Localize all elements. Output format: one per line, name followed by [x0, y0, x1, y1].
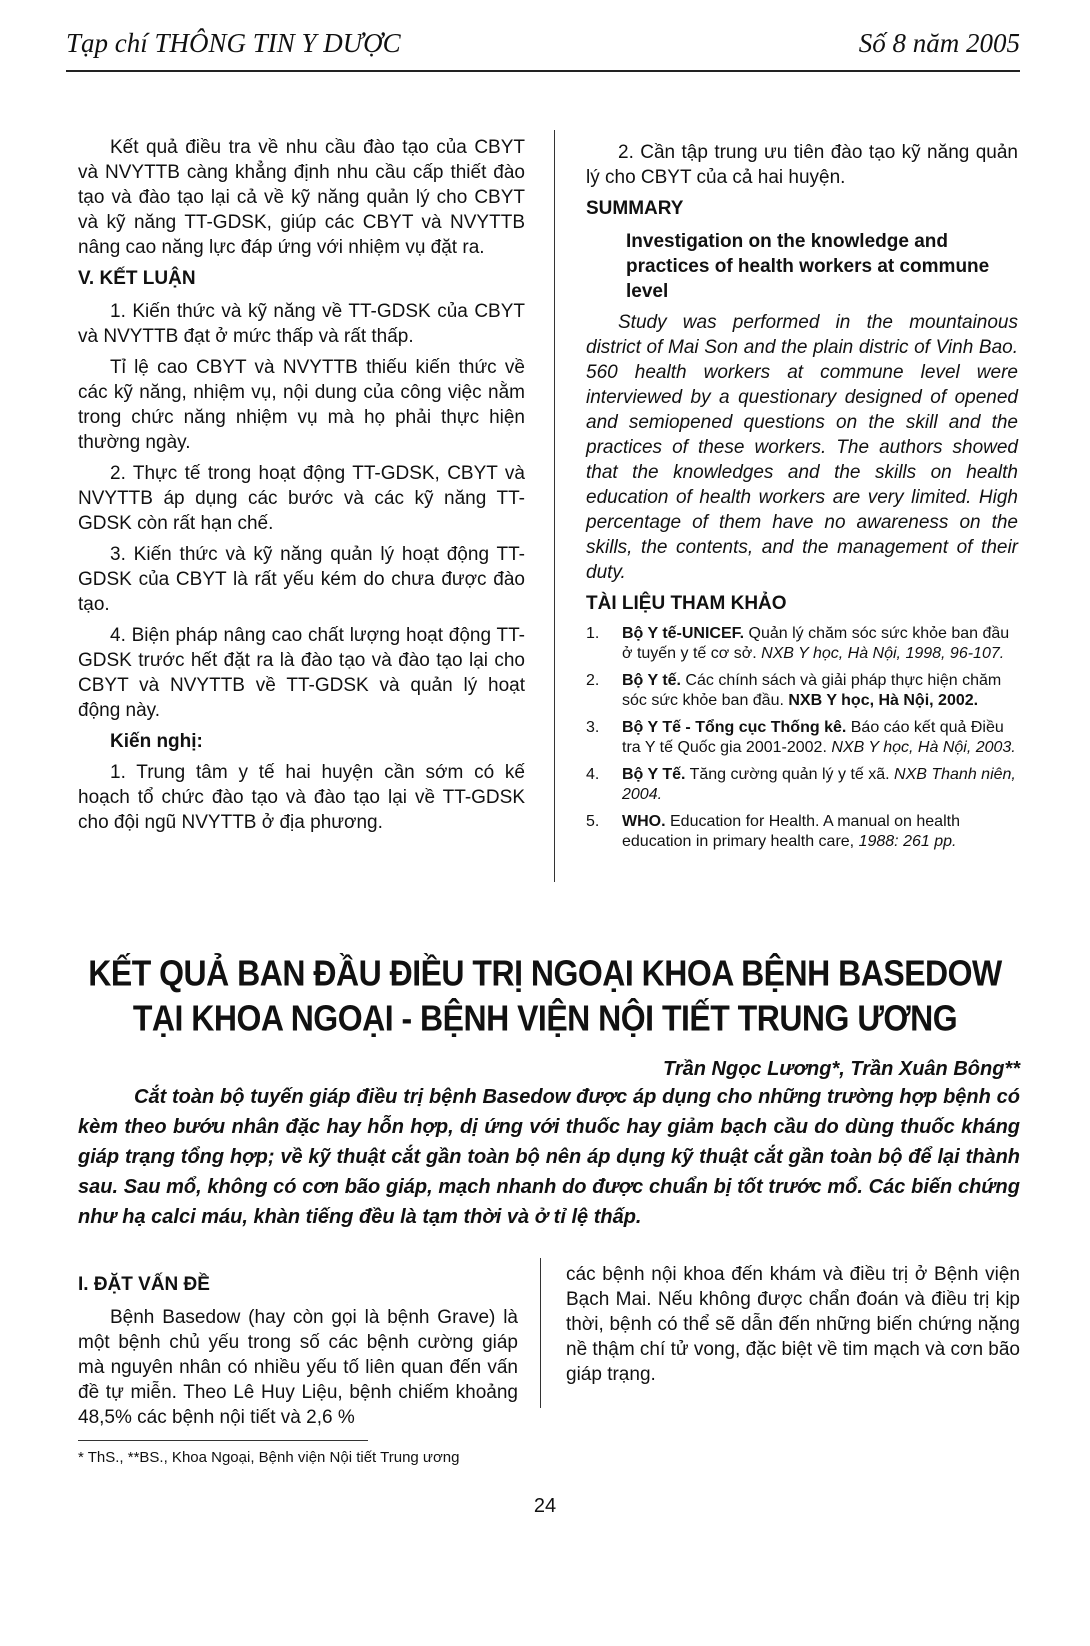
intro-right-column — [566, 1262, 1020, 1393]
header-rule — [66, 70, 1020, 72]
reference-item — [586, 812, 1018, 852]
conclusion-2: 2. Thực tế trong hoạt động TT-GDSK, CBYT và NVYTTB áp dụng các bước và các kỹ năng TT-GDSK còn rất hạn chế. — [78, 463, 525, 534]
reference-author: Bộ Y Tế - Tổng cục Thống kê. — [622, 719, 847, 736]
reference-item — [586, 718, 1018, 758]
reference-text: Báo cáo kết quả Điều tra Y tế Quốc gia 2001-2002. — [622, 719, 1004, 756]
left-column — [78, 135, 525, 841]
column-divider — [540, 1258, 541, 1408]
references-heading: TÀI LIỆU THAM KHẢO — [586, 593, 787, 614]
article-title-line-1: KẾT QUẢ BAN ĐẦU ĐIỀU TRỊ NGOẠI KHOA BỆNH BASEDOW — [88, 952, 1002, 994]
summary-heading: SUMMARY — [586, 198, 684, 219]
section-heading-conclusion: V. KẾT LUẬN — [78, 268, 196, 289]
reference-number: 4. — [586, 766, 600, 783]
column-divider — [554, 130, 555, 882]
reference-text: Education for Health. A manual on health education in primary health care, — [622, 813, 960, 850]
article-title-line-2: TẠI KHOA NGOẠI - BỆNH VIỆN NỘI TIẾT TRUNG ƯƠNG — [132, 997, 958, 1039]
reference-number: 2. — [586, 672, 600, 689]
reference-text: Các chính sách và giải pháp thực hiện chăm sóc sức khỏe ban đầu. — [622, 672, 1002, 709]
paragraph: Kết quả điều tra về nhu cầu đào tạo của CBYT và NVYTTB càng khẳng định nhu cầu cấp thiết đào tạo và đào tạo lại cả về kỹ năng quản lý cho CBYT và kỹ năng TT-GDSK, giúp các CBYT và NVYTTB nâng cao năng lực đáp ứng với nhiệm vụ đặt ra. — [78, 137, 525, 258]
page-number: 24 — [533, 1495, 557, 1517]
reference-author: Bộ Y Tế. — [622, 766, 686, 783]
footnote-rule — [78, 1440, 368, 1441]
conclusion-3: 3. Kiến thức và kỹ năng quản lý hoạt động TT-GDSK của CBYT là rất yếu kém do chưa được đào tạo. — [78, 544, 525, 615]
intro-paragraph: Bệnh Basedow (hay còn gọi là bệnh Grave) là một bệnh chủ yếu trong số các bệnh cường giáp mà nguyên nhân có nhiều yếu tố liên quan đến vấn đề tự miễn. Theo Lê Huy Liệu, bệnh chiếm khoảng 48,5% các bệnh nội tiết và 2,6 % — [78, 1307, 518, 1428]
recommendation-heading: Kiến nghị: — [110, 731, 203, 752]
journal-title: Tạp chí THÔNG TIN Y DƯỢC — [66, 28, 401, 58]
recommendation-2: 2. Cần tập trung ưu tiên đào tạo kỹ năng quản lý cho CBYT của cả hai huyện. — [586, 142, 1018, 188]
summary-title: Investigation on the knowledge and practices of health workers at commune level — [626, 231, 990, 302]
reference-text: Tăng cường quản lý y tế xã. — [685, 766, 895, 783]
conclusion-1: 1. Kiến thức và kỹ năng về TT-GDSK của CBYT và NVYTTB đạt ở mức thấp và rất thấp. — [78, 301, 525, 347]
right-column — [586, 140, 1018, 859]
reference-publisher: NXB Thanh niên, 2004. — [622, 766, 1016, 803]
reference-list — [586, 624, 1018, 852]
footnote: * ThS., **BS., Khoa Ngoại, Bệnh viện Nội tiết Trung ương — [78, 1449, 460, 1466]
reference-item — [586, 624, 1018, 664]
reference-publisher: NXB Y học, Hà Nội, 1998, 96-107. — [761, 645, 1005, 662]
reference-item — [586, 765, 1018, 805]
conclusion-4: 4. Biện pháp nâng cao chất lượng hoạt động TT-GDSK trước hết đặt ra là đào tạo và đào tạo lại cho CBYT và NVYTTB về TT-GDSK và quản lý hoạt động này. — [78, 625, 525, 721]
recommendation-1: 1. Trung tâm y tế hai huyện cần sớm có kế hoạch tổ chức đào tạo và đào tạo lại về TT-GDSK cho đội ngũ NVYTTB ở địa phương. — [78, 762, 525, 833]
reference-publisher: NXB Y học, Hà Nội, 2003. — [831, 739, 1016, 756]
intro-paragraph-continued: các bệnh nội khoa đến khám và điều trị ở Bệnh viện Bạch Mai. Nếu không được chẩn đoán và điều trị kịp thời, bệnh có thể sẽ dẫn đến những biến chứng nặng nề thậm chí tử vong, đặc biệt về tim mạch và cơn bão giáp trạng. — [566, 1264, 1020, 1385]
reference-item — [586, 671, 1018, 711]
issue-number: Số 8 năm 2005 — [858, 28, 1020, 58]
reference-author: Bộ Y tế-UNICEF. — [622, 625, 745, 642]
reference-author: WHO. — [622, 813, 666, 830]
article-authors: Trần Ngọc Lương*, Trần Xuân Bông** — [663, 1058, 1020, 1080]
article-abstract: Cắt toàn bộ tuyến giáp điều trị bệnh Basedow được áp dụng cho những trường hợp bệnh có kèm theo bướu nhân đặc hay hỗn hợp, dị ứng với thuốc hay giảm bạch cầu do dùng thuốc kháng giáp trạng tổng hợp; về kỹ thuật cắt gần toàn bộ nên áp dụng kỹ thuật cắt gần toàn bộ để lại thành sau. Sau mổ, không có cơn bão giáp, mạch nhanh do được chuẩn bị tốt trước mổ. Các biến chứng như hạ calci máu, khàn tiếng đều là tạm thời và ở tỉ lệ thấp. — [78, 1086, 1020, 1228]
section-heading-introduction: I. ĐẶT VẤN ĐỀ — [78, 1274, 210, 1295]
reference-number: 1. — [586, 625, 600, 642]
reference-number: 3. — [586, 719, 600, 736]
conclusion-1b: Tỉ lệ cao CBYT và NVYTTB thiếu kiến thức về các kỹ năng, nhiệm vụ, nội dung của công việc nằm trong chức năng nhiệm vụ mà họ phải thực hiện thường ngày. — [78, 357, 525, 453]
reference-author: Bộ Y tế. — [622, 672, 681, 689]
intro-left-column — [78, 1268, 518, 1436]
reference-publisher: 1988: 261 pp. — [858, 833, 957, 850]
reference-number: 5. — [586, 813, 600, 830]
summary-body: Study was performed in the mountainous district of Mai Son and the plain distric of Vinh Bao. 560 health workers at commune level were interviewed by a questionary designed of opened and semiopened questions on the skill and the practices of these workers. The authors showed that the knowledges and the skills on health education of health workers are very limited. High percentage of them have no awareness on the skills, the contents, and the management of their duty. — [586, 312, 1018, 583]
reference-publisher: NXB Y học, Hà Nội, 2002. — [788, 692, 979, 709]
reference-text: Quản lý chăm sóc sức khỏe ban đầu ở tuyến y tế cơ sở. — [622, 625, 1010, 662]
